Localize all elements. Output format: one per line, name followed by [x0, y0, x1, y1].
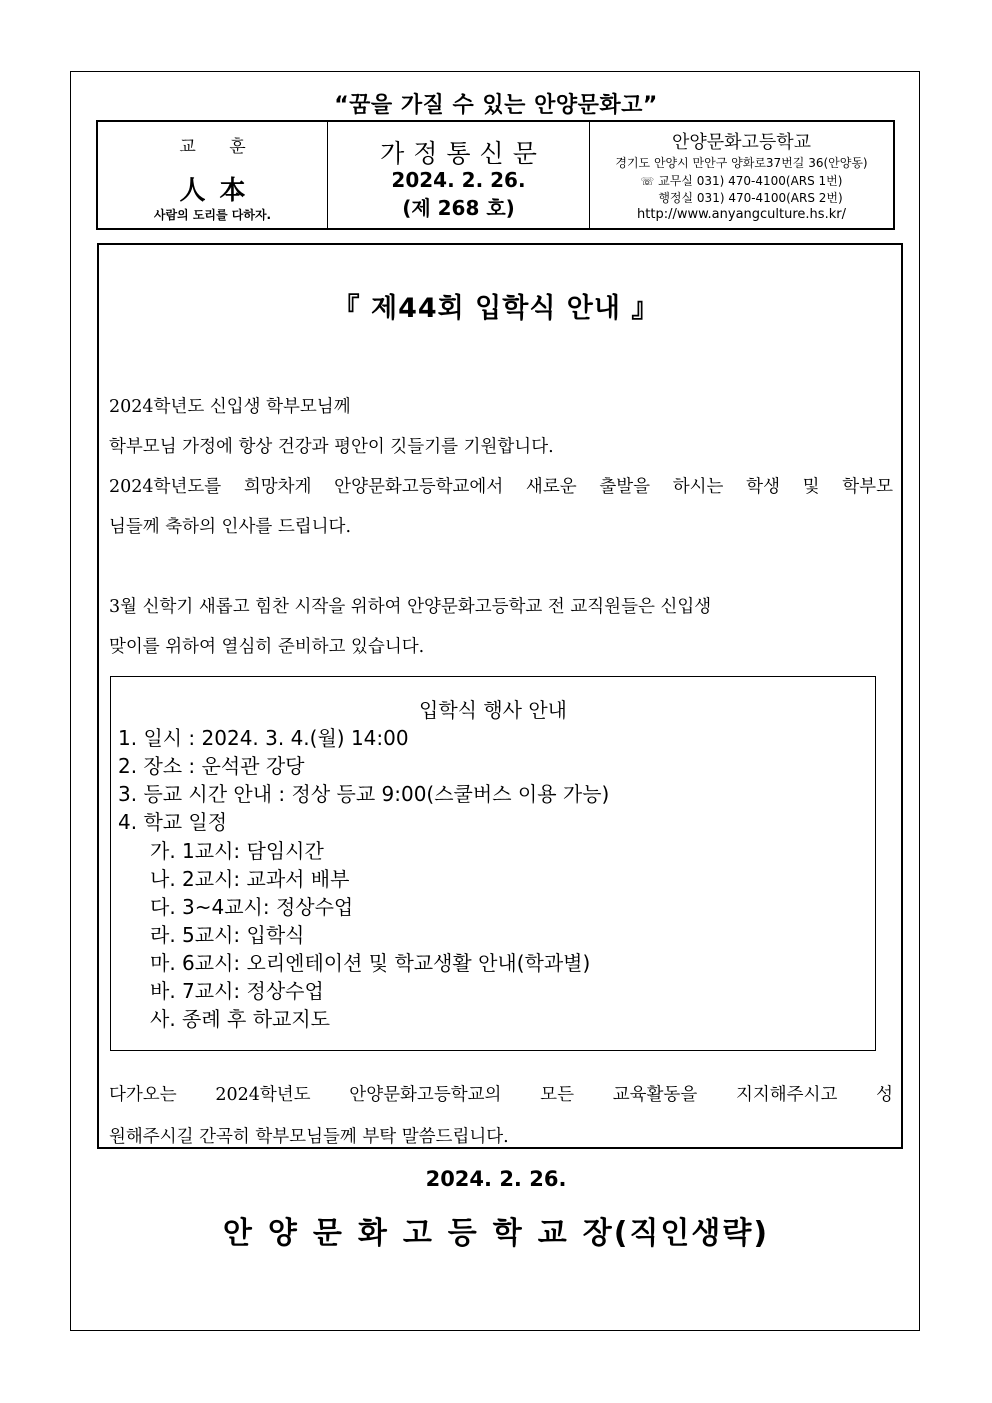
- closing-line-1: 다가오는 2024학년도 안양문화고등학교의 모든 교육활동을 지지해주시고 성: [109, 1085, 893, 1105]
- motto-subtitle: 사람의 도리를 다하자.: [153, 208, 272, 222]
- closing-line-2: 원해주시길 간곡히 학부모님들께 부탁 말씀드립니다.: [109, 1127, 509, 1147]
- principal-school-name: 안양문화고등학교: [222, 1216, 583, 1251]
- school-website-link[interactable]: http://www.anyangculture.hs.kr/: [637, 207, 846, 222]
- event-title: 입학식 행사 안내: [419, 698, 567, 722]
- schedule-item: 사. 종례 후 하교지도: [150, 1007, 330, 1031]
- schedule-item: 가. 1교시: 담임시간: [150, 839, 324, 863]
- school-info-cell: [590, 122, 893, 228]
- principal-signature: [0, 1208, 992, 1252]
- body-line-1: 학부모님 가정에 항상 건강과 평안이 깃들기를 기원합니다.: [109, 437, 554, 457]
- body-line-5: 맞이를 위하여 열심히 준비하고 있습니다.: [109, 637, 425, 657]
- phone-teachers-text: 교무실 031) 470-4100(ARS 1번): [658, 174, 843, 188]
- principal-suffix: 장(직인생략): [582, 1216, 770, 1251]
- motto-cell: [98, 122, 328, 228]
- schedule-item: 바. 7교시: 정상수업: [150, 979, 324, 1003]
- school-name: 안양문화고등학교: [671, 132, 812, 153]
- event-item-schedule: 4. 학교 일정: [118, 810, 228, 834]
- schedule-item: 라. 5교시: 입학식: [150, 923, 305, 947]
- school-phone-teachers: [590, 172, 893, 189]
- newsletter-header: [96, 120, 895, 230]
- school-address: 경기도 안양시 만안구 양화로37번길 36(안양동): [615, 156, 868, 170]
- school-phone-admin: 행정실 031) 470-4100(ARS 2번): [658, 191, 843, 205]
- schedule-item: 마. 6교시: 오리엔테이션 및 학교생활 안내(학과별): [150, 951, 591, 975]
- event-item-place: 2. 장소 : 운석관 강당: [118, 754, 305, 778]
- schedule-item: 나. 2교시: 교과서 배부: [150, 867, 350, 891]
- event-item-arrival: 3. 등교 시간 안내 : 정상 등교 9:00(스쿨버스 이용 가능): [118, 782, 610, 806]
- newsletter-title: 가정통신문: [380, 139, 546, 168]
- newsletter-issue: (제 268 호): [402, 196, 515, 220]
- title-cell: [328, 122, 590, 228]
- greeting-line: 2024학년도 신입생 학부모님께: [109, 397, 351, 417]
- schedule-item: 다. 3~4교시: 정상수업: [150, 895, 354, 919]
- motto-main: 人本: [179, 176, 260, 206]
- body-line-3: 님들께 축하의 인사를 드립니다.: [109, 517, 352, 537]
- newsletter-date: 2024. 2. 26.: [391, 168, 526, 192]
- event-item-date: 1. 일시 : 2024. 3. 4.(월) 14:00: [118, 726, 409, 750]
- school-slogan: “꿈을 가질 수 있는 안양문화고”: [334, 93, 658, 118]
- document-title: 『 제44회 입학식 안내 』: [332, 293, 660, 324]
- motto-label: 교 훈: [179, 137, 260, 157]
- phone-icon: ☏: [640, 175, 655, 188]
- body-line-2: 2024학년도를 희망차게 안양문화고등학교에서 새로운 출발을 하시는 학생 및 학부모: [109, 477, 893, 497]
- footer-date: 2024. 2. 26.: [425, 1167, 567, 1191]
- body-line-4: 3월 신학기 새롭고 힘찬 시작을 위하여 안양문화고등학교 전 교직원들은 신입생: [109, 597, 712, 617]
